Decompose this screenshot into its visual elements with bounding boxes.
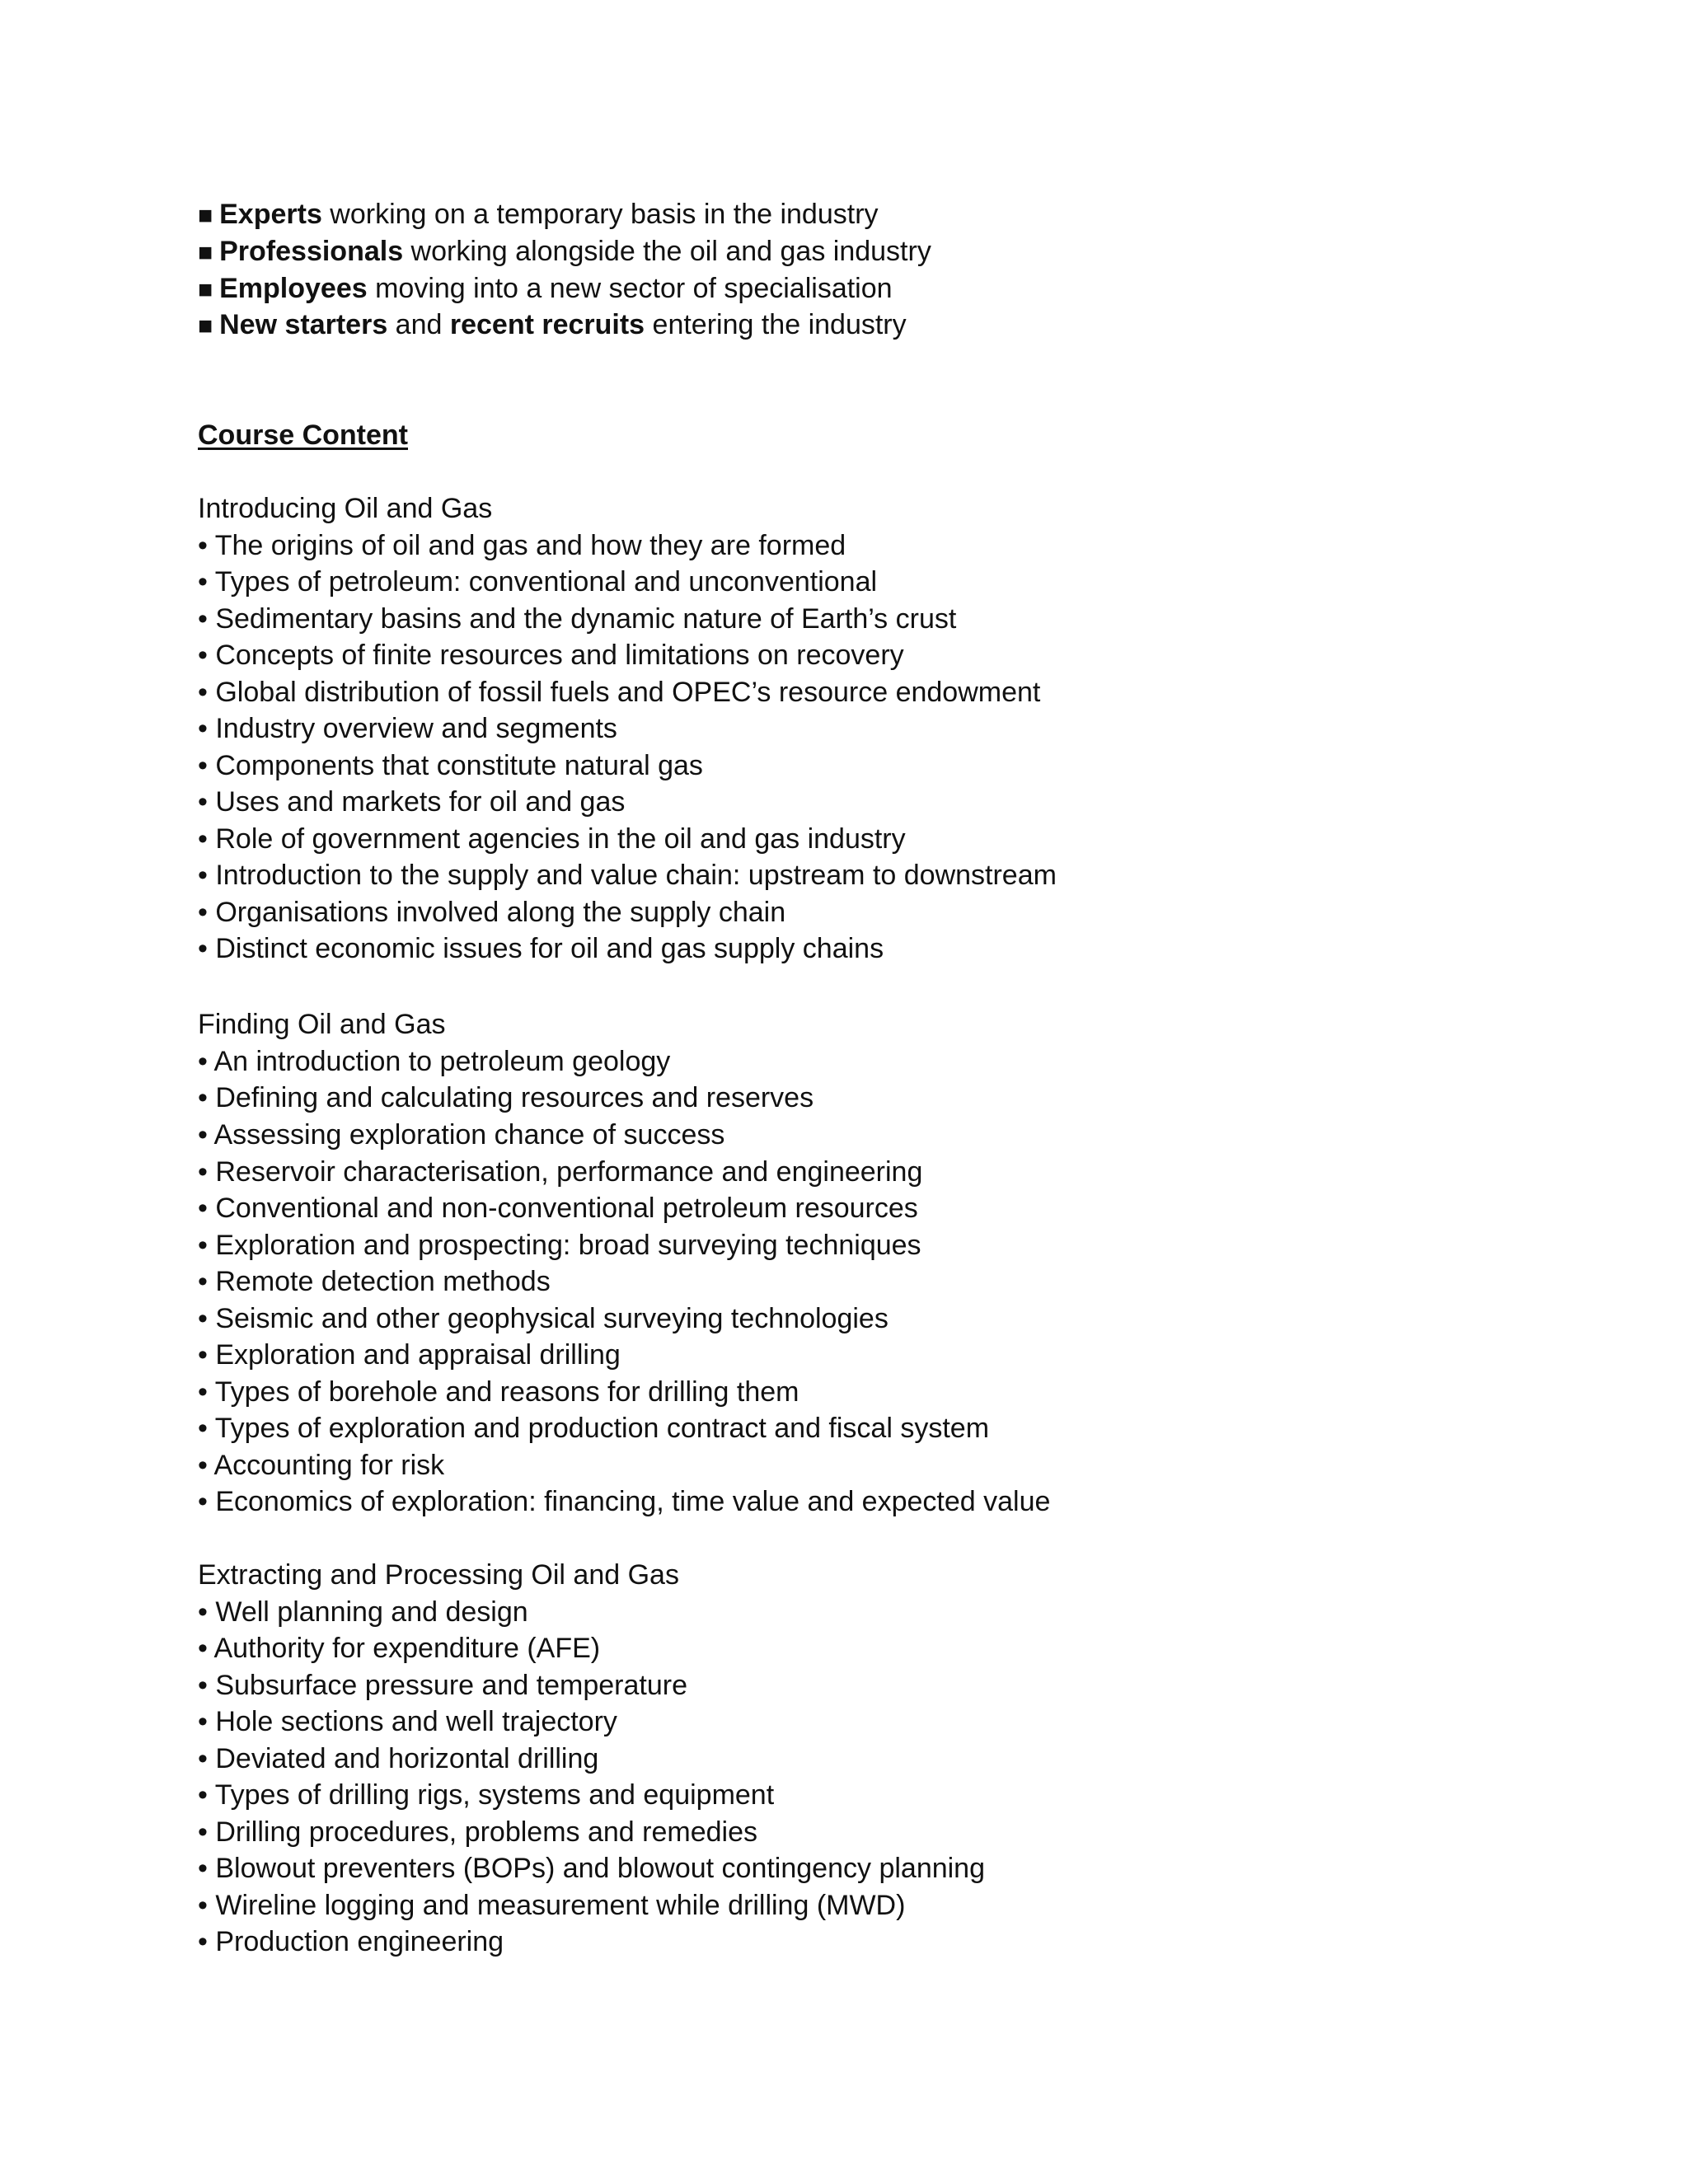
list-item: • Deviated and horizontal drilling [198,1743,599,1774]
audience-text: working alongside the oil and gas industry [403,236,931,267]
list-item: • Exploration and prospecting: broad surveying techniques [198,1230,921,1261]
list-item: • Seismic and other geophysical surveying technologies [198,1303,889,1334]
audience-item [198,233,931,271]
square-bullet-icon: ■ [198,312,213,340]
list-item: • Organisations involved along the supply chain [198,897,786,928]
list-item: • Uses and markets for oil and gas [198,786,626,818]
list-item: • Types of petroleum: conventional and unconventional [198,566,878,598]
audience-item [198,196,879,234]
list-item: • Industry overview and segments [198,713,617,744]
audience-term: Experts [219,199,322,230]
list-item: • Assessing exploration chance of success [198,1119,725,1151]
list-item: • Distinct economic issues for oil and gas supply chains [198,933,884,964]
list-item: • Conventional and non-conventional petroleum resources [198,1193,918,1224]
section-title: Extracting and Processing Oil and Gas [198,1559,679,1591]
list-item: • Wireline logging and measurement while drilling (MWD) [198,1890,906,1921]
list-item: • Sedimentary basins and the dynamic nature of Earth’s crust [198,603,957,635]
list-item: • Introduction to the supply and value chain: upstream to downstream [198,860,1057,891]
list-item: • Reservoir characterisation, performance and engineering [198,1156,923,1188]
list-item: • Accounting for risk [198,1450,445,1481]
square-bullet-icon: ■ [198,276,213,303]
list-item: • Economics of exploration: financing, time value and expected value [198,1486,1051,1517]
list-item: • Types of exploration and production contract and fiscal system [198,1413,990,1444]
list-item: • Defining and calculating resources and reserves [198,1082,814,1113]
audience-text: working on a temporary basis in the industry [321,199,879,230]
square-bullet-icon: ■ [198,202,213,229]
section-title: Introducing Oil and Gas [198,493,493,524]
audience-text: and [387,309,450,340]
audience-term: Employees [219,273,368,304]
list-item: • Types of drilling rigs, systems and equipment [198,1779,775,1811]
section-title: Finding Oil and Gas [198,1009,446,1040]
list-item: • Exploration and appraisal drilling [198,1339,621,1371]
list-item: • Production engineering [198,1926,504,1957]
list-item: • Types of borehole and reasons for drilling them [198,1376,799,1408]
course-content-heading: Course Content [198,419,408,451]
list-item: • Role of government agencies in the oil and gas industry [198,823,906,855]
list-item: • Global distribution of fossil fuels and OPEC’s resource endowment [198,677,1041,708]
list-item: • Subsurface pressure and temperature [198,1670,688,1701]
list-item: • Well planning and design [198,1596,528,1628]
audience-text: moving into a new sector of specialisation [367,273,893,304]
square-bullet-icon: ■ [198,239,213,266]
audience-term: New starters [219,309,388,340]
audience-item [198,270,893,308]
list-item: • Components that constitute natural gas [198,750,703,781]
list-item: • Authority for expenditure (AFE) [198,1633,601,1664]
audience-term: Professionals [219,236,404,267]
list-item: • Blowout preventers (BOPs) and blowout contingency planning [198,1853,986,1884]
audience-text: entering the industry [645,309,907,340]
audience-item [198,307,907,344]
list-item: • An introduction to petroleum geology [198,1046,671,1077]
list-item: • Hole sections and well trajectory [198,1706,617,1737]
audience-term: recent recruits [449,309,645,340]
list-item: • Remote detection methods [198,1266,551,1297]
list-item: • Drilling procedures, problems and remedies [198,1816,757,1848]
list-item: • The origins of oil and gas and how they are formed [198,530,846,561]
list-item: • Concepts of finite resources and limitations on recovery [198,640,904,671]
